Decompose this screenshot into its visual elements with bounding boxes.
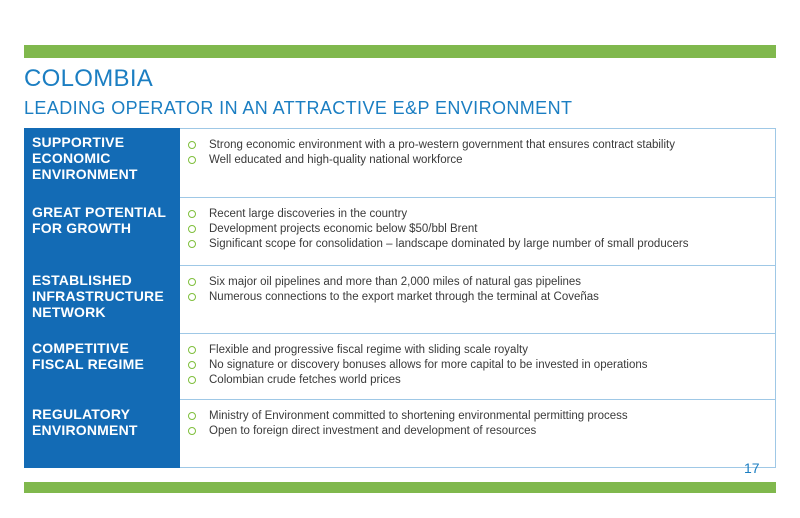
list-item xyxy=(188,409,775,424)
bullet-text: Colombian crude fetches world prices xyxy=(209,374,401,386)
bullet-text: Open to foreign direct investment and development of resources xyxy=(209,425,537,437)
list-item xyxy=(188,424,775,439)
row-heading: SUPPORTIVE ECONOMIC ENVIRONMENT xyxy=(24,128,180,198)
bullet-circle-icon xyxy=(188,293,196,301)
table-row xyxy=(24,266,776,334)
list-item xyxy=(188,275,775,290)
bullet-list xyxy=(188,343,775,388)
bullet-circle-icon xyxy=(188,278,196,286)
table-row xyxy=(24,128,776,198)
bottom-accent-bar xyxy=(24,482,776,493)
bullet-circle-icon xyxy=(188,240,196,248)
list-item xyxy=(188,222,775,237)
row-heading: COMPETITIVE FISCAL REGIME xyxy=(24,334,180,400)
row-body xyxy=(180,128,776,198)
slide-title: COLOMBIA xyxy=(24,65,154,92)
row-body xyxy=(180,198,776,266)
bullet-circle-icon xyxy=(188,210,196,218)
list-item xyxy=(188,373,775,388)
bullet-text: Ministry of Environment committed to shortening environmental permitting process xyxy=(209,410,628,422)
row-body xyxy=(180,266,776,334)
top-accent-bar xyxy=(24,45,776,58)
bullet-list xyxy=(188,207,775,252)
bullet-circle-icon xyxy=(188,376,196,384)
list-item xyxy=(188,207,775,222)
bullet-list xyxy=(188,275,775,305)
bullet-circle-icon xyxy=(188,427,196,435)
table-row xyxy=(24,198,776,266)
slide-subtitle: LEADING OPERATOR IN AN ATTRACTIVE E&P ENVIRONMENT xyxy=(24,98,573,118)
row-heading: ESTABLISHED INFRASTRUCTURE NETWORK xyxy=(24,266,180,334)
bullet-text: Well educated and high-quality national workforce xyxy=(209,154,463,166)
bullet-circle-icon xyxy=(188,156,196,164)
list-item xyxy=(188,138,775,153)
row-heading: REGULATORY ENVIRONMENT xyxy=(24,400,180,468)
list-item xyxy=(188,290,775,305)
bullet-text: Six major oil pipelines and more than 2,000 miles of natural gas pipelines xyxy=(209,276,582,288)
bullet-circle-icon xyxy=(188,412,196,420)
row-heading: GREAT POTENTIAL FOR GROWTH xyxy=(24,198,180,266)
table-row xyxy=(24,400,776,468)
list-item xyxy=(188,343,775,358)
content-table xyxy=(24,128,776,468)
list-item xyxy=(188,237,775,252)
bullet-circle-icon xyxy=(188,141,196,149)
bullet-text: Development projects economic below $50/bbl Brent xyxy=(209,223,478,235)
bullet-text: Significant scope for consolidation – landscape dominated by large number of small producers xyxy=(209,238,689,250)
bullet-text: Numerous connections to the export market through the terminal at Coveñas xyxy=(209,291,599,303)
table-row xyxy=(24,334,776,400)
bullet-circle-icon xyxy=(188,225,196,233)
list-item xyxy=(188,358,775,373)
bullet-list xyxy=(188,409,775,439)
bullet-text: Recent large discoveries in the country xyxy=(209,208,408,220)
bullet-text: Flexible and progressive fiscal regime with sliding scale royalty xyxy=(209,344,528,356)
bullet-list xyxy=(188,138,775,168)
bullet-text: No signature or discovery bonuses allows for more capital to be invested in operations xyxy=(209,359,648,371)
bullet-circle-icon xyxy=(188,346,196,354)
bullet-circle-icon xyxy=(188,361,196,369)
row-body xyxy=(180,334,776,400)
row-body xyxy=(180,400,776,468)
bullet-text: Strong economic environment with a pro-western government that ensures contract stability xyxy=(209,139,675,151)
page-number: 17 xyxy=(744,460,760,476)
list-item xyxy=(188,153,775,168)
